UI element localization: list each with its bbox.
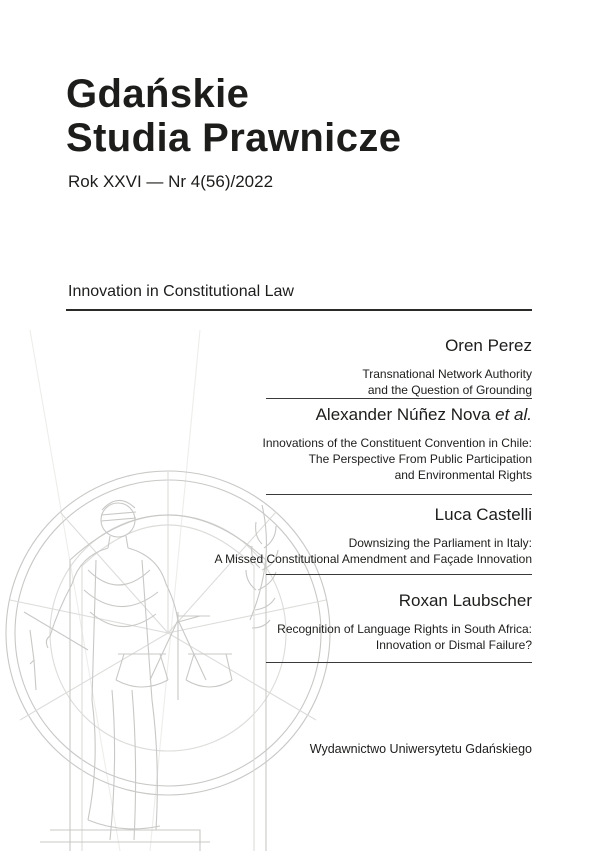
article-author-suffix: et al.: [495, 405, 532, 424]
article-title-line: The Perspective From Public Participation: [308, 452, 532, 466]
article-title-line: A Missed Constitutional Amendment and Façade Innovation: [214, 552, 532, 566]
publisher-name: Wydawnictwo Uniwersytetu Gdańskiego: [309, 742, 532, 756]
article-author-name: Alexander Núñez Nova: [315, 405, 491, 424]
article-divider: [266, 574, 532, 575]
article-title-line: Innovations of the Constituent Convention in Chile:: [262, 436, 532, 450]
article-title: [262, 435, 532, 483]
article-title: [362, 366, 532, 398]
article-author: [262, 405, 532, 425]
article-divider: [266, 398, 532, 399]
article-divider: [266, 494, 532, 495]
article-title: [277, 621, 532, 653]
article-entry: [262, 405, 532, 483]
article-title-line: Transnational Network Authority: [362, 367, 532, 381]
article-author: Luca Castelli: [434, 505, 532, 524]
article-divider: [266, 662, 532, 663]
theme-divider: [66, 309, 532, 311]
article-title-line: Innovation or Dismal Failure?: [375, 638, 532, 652]
issue-theme: Innovation in Constitutional Law: [68, 283, 294, 300]
journal-title-line-1: Gdańskie: [66, 72, 250, 116]
journal-title: [66, 72, 401, 160]
article-title-line: and Environmental Rights: [394, 468, 532, 482]
issue-number: Rok XXVI — Nr 4(56)/2022: [68, 172, 274, 191]
article-entry: [277, 591, 532, 653]
article-title-line: Downsizing the Parliament in Italy:: [348, 536, 532, 550]
article-title: [214, 535, 532, 567]
article-title-line: Recognition of Language Rights in South Africa:: [277, 622, 532, 636]
article-author: Roxan Laubscher: [398, 591, 532, 610]
article-title-line: and the Question of Grounding: [367, 383, 532, 397]
journal-title-line-2: Studia Prawnicze: [66, 116, 402, 160]
article-entry: [362, 336, 532, 398]
article-author: Oren Perez: [445, 336, 532, 355]
article-entry: [214, 505, 532, 567]
